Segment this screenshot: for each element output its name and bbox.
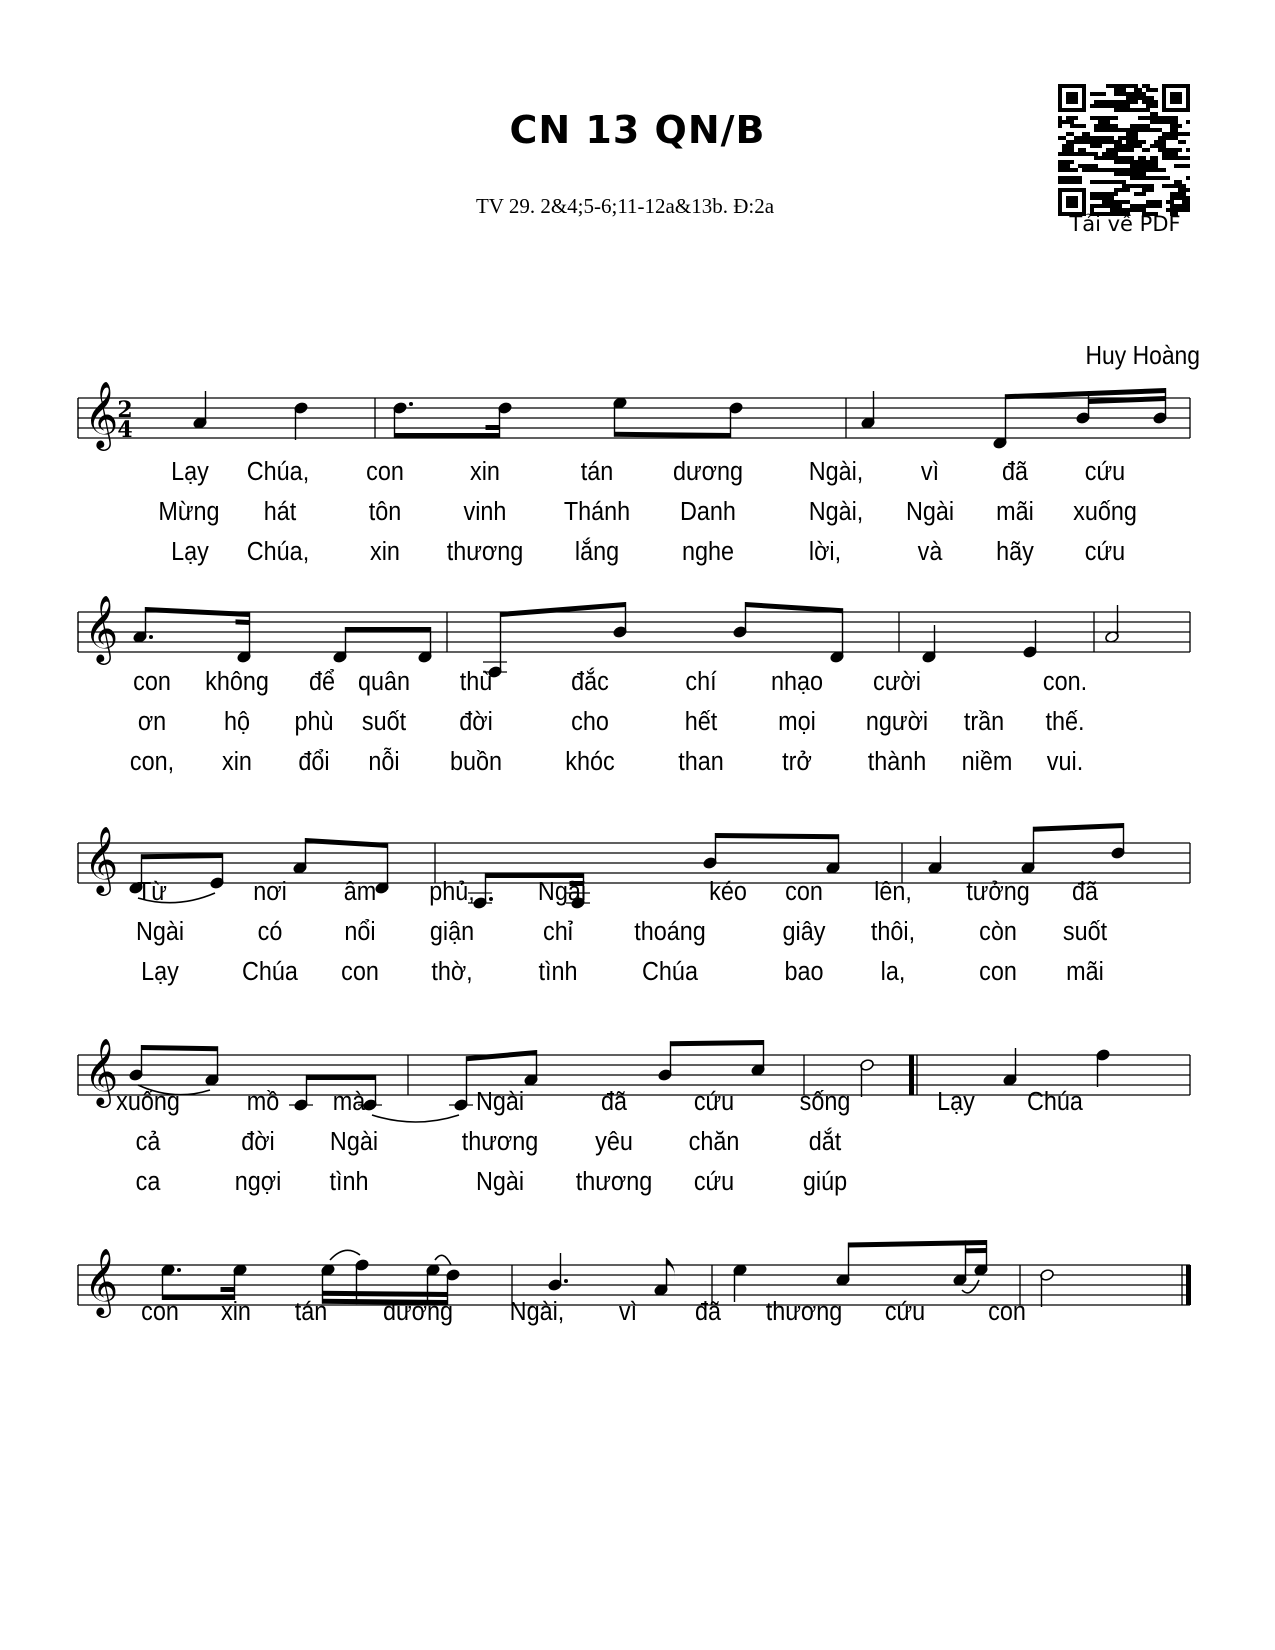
lyric-syllable: vì (618, 1297, 638, 1327)
note-beam-secondary (221, 1287, 235, 1292)
lyric-syllable: la, (880, 957, 906, 987)
lyric-syllable: Ngài (135, 917, 185, 947)
note-beam-secondary (236, 619, 250, 625)
lyric-syllable: con (988, 1297, 1026, 1327)
lyric-syllable: không (205, 667, 269, 697)
note-beam-secondary (357, 1291, 428, 1297)
lyric-syllable: Ngài (475, 1087, 525, 1117)
lyric-syllable: Chúa, (246, 457, 310, 487)
lyric-syllable: cho (571, 707, 609, 737)
lyric-syllable: cả (135, 1127, 161, 1157)
staff-system (78, 1037, 1190, 1196)
lyric-syllable: xuống (116, 1087, 180, 1117)
lyric-syllable: người (865, 707, 929, 737)
note-beam (395, 433, 500, 438)
lyric-syllable: thương (446, 537, 524, 567)
lyric-syllable: lời, (808, 537, 842, 567)
lyric-syllable: Chúa (642, 957, 698, 987)
note-beam (1034, 823, 1124, 832)
lyric-syllable: tình (329, 1167, 369, 1197)
augmentation-dot (177, 1268, 181, 1272)
lyric-syllable: còn (979, 917, 1017, 947)
lyric-syllable: tán (580, 457, 614, 487)
download-pdf-label[interactable]: Tải về PDF (1069, 212, 1181, 236)
lyric-syllable: giây (782, 917, 826, 947)
lyric-syllable: thờ, (431, 957, 473, 987)
note-beam (307, 1075, 376, 1080)
lyric-syllable: chỉ (543, 917, 573, 947)
lyric-syllable: đã (600, 1087, 628, 1117)
page-title: CN 13 QN/B (509, 108, 766, 152)
lyric-syllable: tôn (368, 497, 402, 527)
lyric-syllable: chí (685, 667, 717, 697)
note-beam (501, 602, 626, 617)
lyric-syllable: Lạy (171, 537, 209, 567)
lyric-syllable: vinh (463, 497, 507, 527)
lyric-syllable: Ngài (905, 497, 955, 527)
lyric-syllable: đã (1001, 457, 1029, 487)
note-beam-secondary (486, 425, 500, 430)
lyric-syllable: than (678, 747, 724, 777)
lyric-syllable: con, (129, 747, 175, 777)
lyric-syllable: đổi (298, 747, 330, 777)
lyric-syllable: trở (782, 747, 812, 777)
psalm-reference: TV 29. 2&4;5-6;11-12a&13b. Đ:2a (475, 194, 775, 218)
lyric-syllable: cứu (693, 1087, 735, 1117)
lyric-syllable: thế. (1045, 707, 1085, 737)
lyric-syllable: Ngài, (808, 497, 864, 527)
treble-clef-icon: 𝄞 (84, 1037, 119, 1105)
lyric-syllable: và (917, 537, 943, 567)
lyric-syllable: con. (1042, 667, 1088, 697)
lyric-syllable: đời (241, 1127, 275, 1157)
lyric-syllable: nỗi (368, 747, 400, 777)
treble-clef-icon: 𝄞 (84, 825, 119, 893)
lyric-syllable: con (133, 667, 171, 697)
lyric-syllable: xin (470, 457, 500, 487)
staff-system (78, 380, 1190, 566)
lyric-syllable: dương (672, 457, 744, 487)
composer-name: Huy Hoàng (1085, 340, 1200, 370)
treble-clef-icon: 𝄞 (84, 380, 119, 448)
lyric-syllable: Danh (680, 497, 736, 527)
lyric-syllable: buồn (449, 747, 503, 777)
augmentation-dot (149, 635, 153, 639)
note-beam-secondary (428, 1292, 448, 1297)
lyric-syllable: tưởng (966, 877, 1030, 907)
lyric-syllable: Lạy (141, 957, 179, 987)
lyric-syllable: con (785, 877, 823, 907)
lyric-syllable: lắng (574, 537, 620, 567)
lyric-syllable: ơn (137, 707, 167, 737)
lyric-syllable: Ngài (537, 877, 587, 907)
lyric-syllable: mãi (996, 497, 1034, 527)
lyric-syllable: mọi (778, 707, 816, 737)
lyric-syllable: hãy (996, 537, 1034, 567)
lyric-syllable: thù (459, 667, 493, 697)
time-signature-top: 2 (117, 397, 133, 423)
lyric-syllable: Mừng (158, 497, 220, 527)
lyric-syllable: thương (765, 1297, 843, 1327)
lyric-syllable: Chúa, (246, 537, 310, 567)
augmentation-dot (409, 402, 413, 406)
lyric-syllable: cứu (1084, 537, 1126, 567)
slur (435, 1255, 451, 1265)
lyric-syllable: mà (332, 1087, 366, 1117)
lyric-syllable: âm (343, 877, 377, 907)
lyric-syllable: cười (873, 667, 921, 697)
lyric-syllable: khóc (565, 747, 615, 777)
note-beam-secondary (1089, 396, 1166, 404)
lyric-syllable: niềm (961, 747, 1013, 777)
lyric-syllable: mãi (1066, 957, 1104, 987)
lyric-syllable: thành (867, 747, 927, 777)
lyric-syllable: Ngài (475, 1167, 525, 1197)
treble-clef-icon: 𝄞 (84, 594, 119, 662)
lyric-syllable: phủ, (429, 877, 475, 907)
lyric-syllable: nhạo (770, 667, 824, 697)
lyric-syllable: cứu (884, 1297, 926, 1327)
lyric-syllable: phù (294, 707, 334, 737)
note-beam (142, 1045, 218, 1051)
lyric-syllable: kéo (709, 877, 747, 907)
note-beam-secondary (323, 1291, 357, 1296)
final-bar-line (1186, 1265, 1191, 1305)
augmentation-dot (489, 897, 493, 901)
lyric-syllable: thương (575, 1167, 653, 1197)
lyric-syllable: để (308, 667, 336, 697)
time-signature-bottom: 4 (117, 417, 133, 443)
staff-system (78, 594, 1190, 776)
lyric-syllable: xin (370, 537, 400, 567)
lyric-syllable: yêu (595, 1127, 633, 1157)
lyric-syllable: lên, (874, 877, 912, 907)
lyric-syllable: hộ (223, 707, 251, 737)
lyric-syllable: ca (135, 1167, 161, 1197)
lyric-syllable: có (257, 917, 283, 947)
note-beam (306, 838, 388, 848)
note-beam (716, 833, 839, 839)
lyric-syllable: sống (799, 1087, 851, 1117)
lyric-syllable: đã (1071, 877, 1099, 907)
lyric-syllable: trần (963, 707, 1005, 737)
lyric-syllable: nổi (344, 917, 376, 947)
lyric-syllable: xin (221, 1297, 251, 1327)
lyric-syllable: tán (294, 1297, 328, 1327)
lyric-syllable: Thánh (563, 497, 631, 527)
lyric-syllable: Từ (137, 877, 167, 907)
lyric-syllable: bao (784, 957, 824, 987)
lyric-syllable: con (979, 957, 1017, 987)
note-beam (467, 1050, 537, 1061)
note-beam (146, 607, 250, 617)
lyric-syllable: suốt (361, 707, 407, 737)
lyric-syllable: Chúa (242, 957, 298, 987)
lyric-syllable: dương (382, 1297, 454, 1327)
lyric-syllable: Ngài (329, 1127, 379, 1157)
staff-system (78, 1240, 1191, 1326)
treble-clef-icon: 𝄞 (84, 1247, 119, 1315)
lyric-syllable: Chúa (1027, 1087, 1083, 1117)
lyric-syllable: quân (357, 667, 411, 697)
slur (372, 1115, 459, 1122)
lyric-syllable: vui. (1046, 747, 1084, 777)
lyric-syllable: đời (459, 707, 493, 737)
lyric-syllable: mồ (246, 1087, 280, 1117)
lyric-syllable: nghe (681, 537, 735, 567)
lyric-syllable: cứu (693, 1167, 735, 1197)
lyric-syllable: nơi (253, 877, 287, 907)
note-beam (346, 627, 431, 632)
double-bar-line (909, 1055, 914, 1095)
lyric-syllable: tình (538, 957, 578, 987)
lyric-syllable: Lạy (937, 1087, 975, 1117)
note-beam (615, 432, 731, 438)
lyric-syllable: thôi, (870, 917, 916, 947)
lyric-syllable: giúp (802, 1167, 848, 1197)
lyric-syllable: Lạy (171, 457, 209, 487)
staff-system (78, 823, 1190, 986)
slur (330, 1250, 360, 1260)
lyric-syllable: dắt (808, 1127, 842, 1157)
lyric-syllable: vì (920, 457, 940, 487)
lyric-syllable: thoáng (634, 917, 706, 947)
note-beam (142, 853, 223, 859)
lyric-syllable: thương (461, 1127, 539, 1157)
lyric-syllable: đắc (571, 667, 609, 697)
lyric-syllable: xuống (1073, 497, 1137, 527)
lyric-syllable: cứu (1084, 457, 1126, 487)
augmentation-dot (564, 1279, 568, 1283)
lyric-syllable: con (341, 957, 379, 987)
note-beam-secondary (966, 1248, 987, 1253)
lyric-syllable: chăn (688, 1127, 740, 1157)
lyric-syllable: suốt (1062, 917, 1108, 947)
lyric-syllable: ngợi (234, 1167, 282, 1197)
lyric-syllable: đã (694, 1297, 722, 1327)
lyric-syllable: hết (684, 707, 718, 737)
lyric-syllable: hát (263, 497, 297, 527)
lyric-syllable: con (366, 457, 404, 487)
lyric-syllable: xin (222, 747, 252, 777)
note-beam (671, 1040, 764, 1046)
lyric-syllable: Ngài, (509, 1297, 565, 1327)
eighth-flag (667, 1258, 675, 1280)
lyric-syllable: con (141, 1297, 179, 1327)
lyric-syllable: giận (429, 917, 475, 947)
lyric-syllable: Ngài, (808, 457, 864, 487)
